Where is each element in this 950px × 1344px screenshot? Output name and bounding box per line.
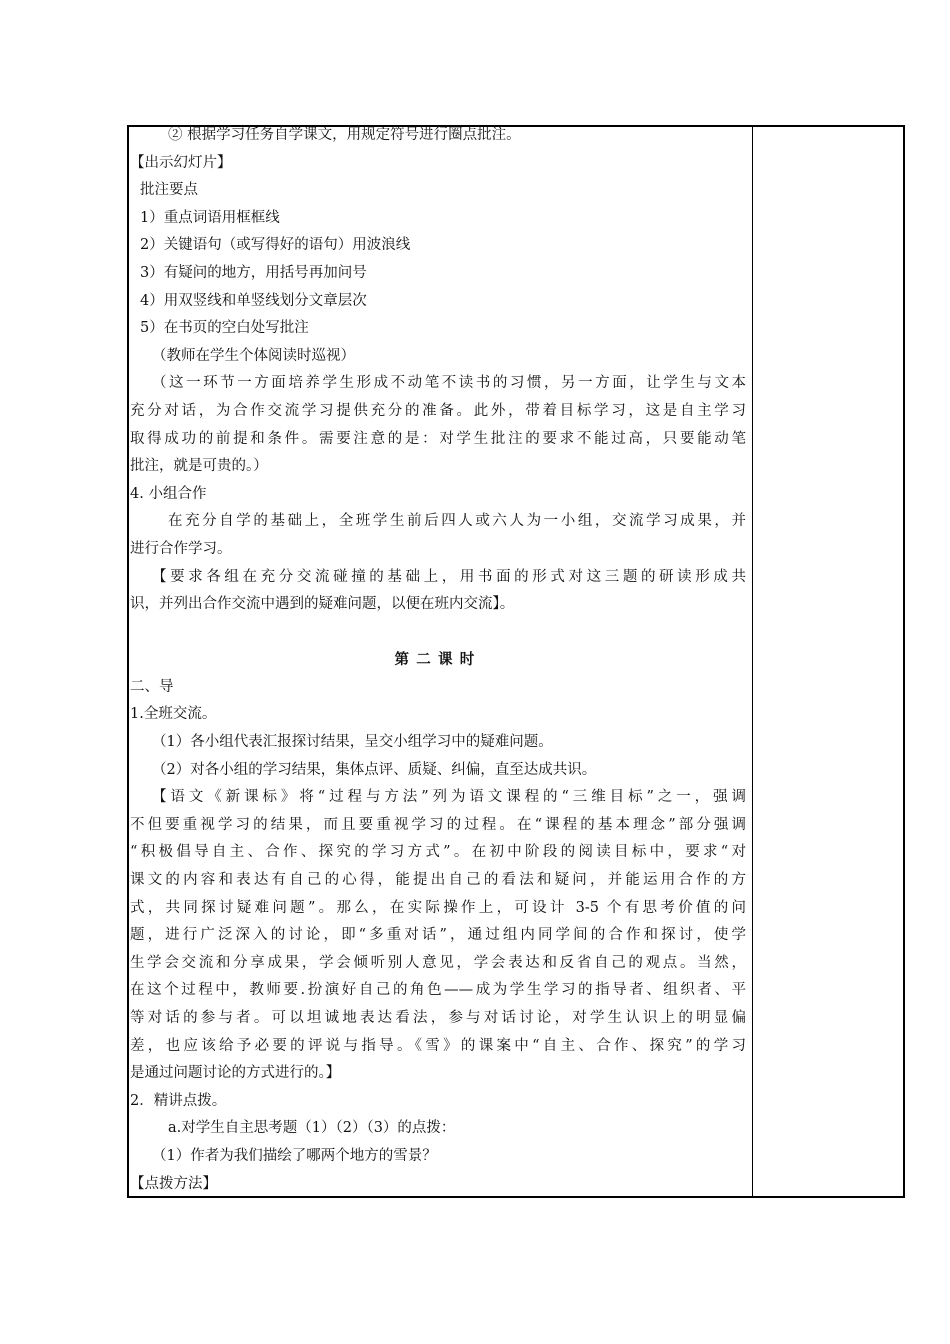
section-heading: 第二课时 — [394, 651, 482, 669]
text-line: 2）关键语句（或写得好的语句）用波浪线 — [140, 237, 411, 254]
text-line: 【语文《新课标》将“过程与方法”列为语文课程的“三维目标”之一，强调 — [152, 789, 746, 806]
text-line: 【点拨方法】 — [130, 1175, 217, 1192]
text-line: 批注，就是可贵的。） — [130, 458, 268, 475]
text-line — [130, 619, 746, 647]
text-line: 不但要重视学习的结果，而且要重视学习的过程。在“课程的基本理念”部分强调 — [130, 816, 746, 833]
text-line: 取得成功的前提和条件。需要注意的是：对学生批注的要求不能过高，只要能动笔 — [130, 430, 746, 447]
text-line: 式，共同探讨疑难问题”。那么，在实际操作上，可设计 3-5 个有思考价值的问 — [130, 899, 746, 916]
text-line: 课文的内容和表达有自己的心得，能提出自己的看法和疑问，并能运用合作的方 — [130, 872, 746, 889]
text-line: 3）有疑问的地方，用括号再加问号 — [140, 264, 367, 281]
text-line: 识，并列出合作交流中遇到的疑难问题，以便在班内交流】。 — [130, 596, 515, 613]
lesson-content-cell — [130, 122, 746, 1198]
text-line: 2．精讲点拨。 — [130, 1092, 227, 1109]
text-line: 差，也应该给予必要的评说与指导。《雪》的课案中“自主、合作、探究”的学习 — [130, 1037, 746, 1054]
text-line: 【出示幻灯片】 — [130, 154, 232, 171]
text-line: 在这个过程中，教师要.扮演好自己的角色——成为学生学习的指导者、组织者、平 — [130, 982, 746, 999]
text-line: （1）作者为我们描绘了哪两个地方的雪景？ — [152, 1147, 437, 1164]
text-line: “积极倡导自主、合作、探究的学习方式”。在初中阶段的阅读目标中，要求“对 — [130, 844, 746, 861]
text-line: a.对学生自主思考题（1）（2）（3）的点拨： — [168, 1120, 456, 1137]
text-line: 4）用双竖线和单竖线划分文章层次 — [140, 292, 367, 309]
text-line: 生学会交流和分享成果，学会倾听别人意见，学会表达和反省自己的观点。当然， — [130, 954, 746, 971]
text-line: 1）重点词语用框框线 — [140, 209, 280, 226]
text-line: 二、导 — [130, 678, 174, 695]
text-line: 等对话的参与者。可以坦诚地表达看法，参与对话讨论，对学生认识上的明显偏 — [130, 1010, 746, 1026]
text-line: （1）各小组代表汇报探讨结果，呈交小组学习中的疑难问题。 — [152, 734, 553, 751]
text-line: 进行合作学习。 — [130, 540, 232, 557]
text-line: （教师在学生个体阅读时巡视） — [152, 347, 355, 364]
text-line: 在充分自学的基础上，全班学生前后四人或六人为一小组，交流学习成果，并 — [168, 513, 746, 530]
text-line: 是通过问题讨论的方式进行的。】 — [130, 1065, 341, 1082]
text-line: 充分对话，为合作交流学习提供充分的准备。此外，带着目标学习，这是自主学习 — [130, 402, 746, 419]
text-line: 1.全班交流。 — [130, 706, 217, 723]
text-line: （2）对各小组的学习结果，集体点评、质疑、纠偏，直至达成共识。 — [152, 761, 597, 778]
column-divider — [752, 125, 753, 1198]
text-line: ② 根据学习任务自学课文，用规定符号进行圈点批注。 — [168, 127, 521, 143]
text-line: 5）在书页的空白处写批注 — [140, 320, 309, 337]
text-line: 4. 小组合作 — [130, 485, 207, 502]
text-line: 题，进行广泛深入的讨论，即“多重对话”，通过组内同学间的合作和探讨，使学 — [130, 927, 746, 944]
text-line: 【要求各组在充分交流碰撞的基础上，用书面的形式对这三题的研读形成共 — [152, 568, 746, 585]
text-line: 批注要点 — [140, 182, 198, 199]
text-line: （这一环节一方面培养学生形成不动笔不读书的习惯，另一方面，让学生与文本 — [152, 375, 746, 392]
